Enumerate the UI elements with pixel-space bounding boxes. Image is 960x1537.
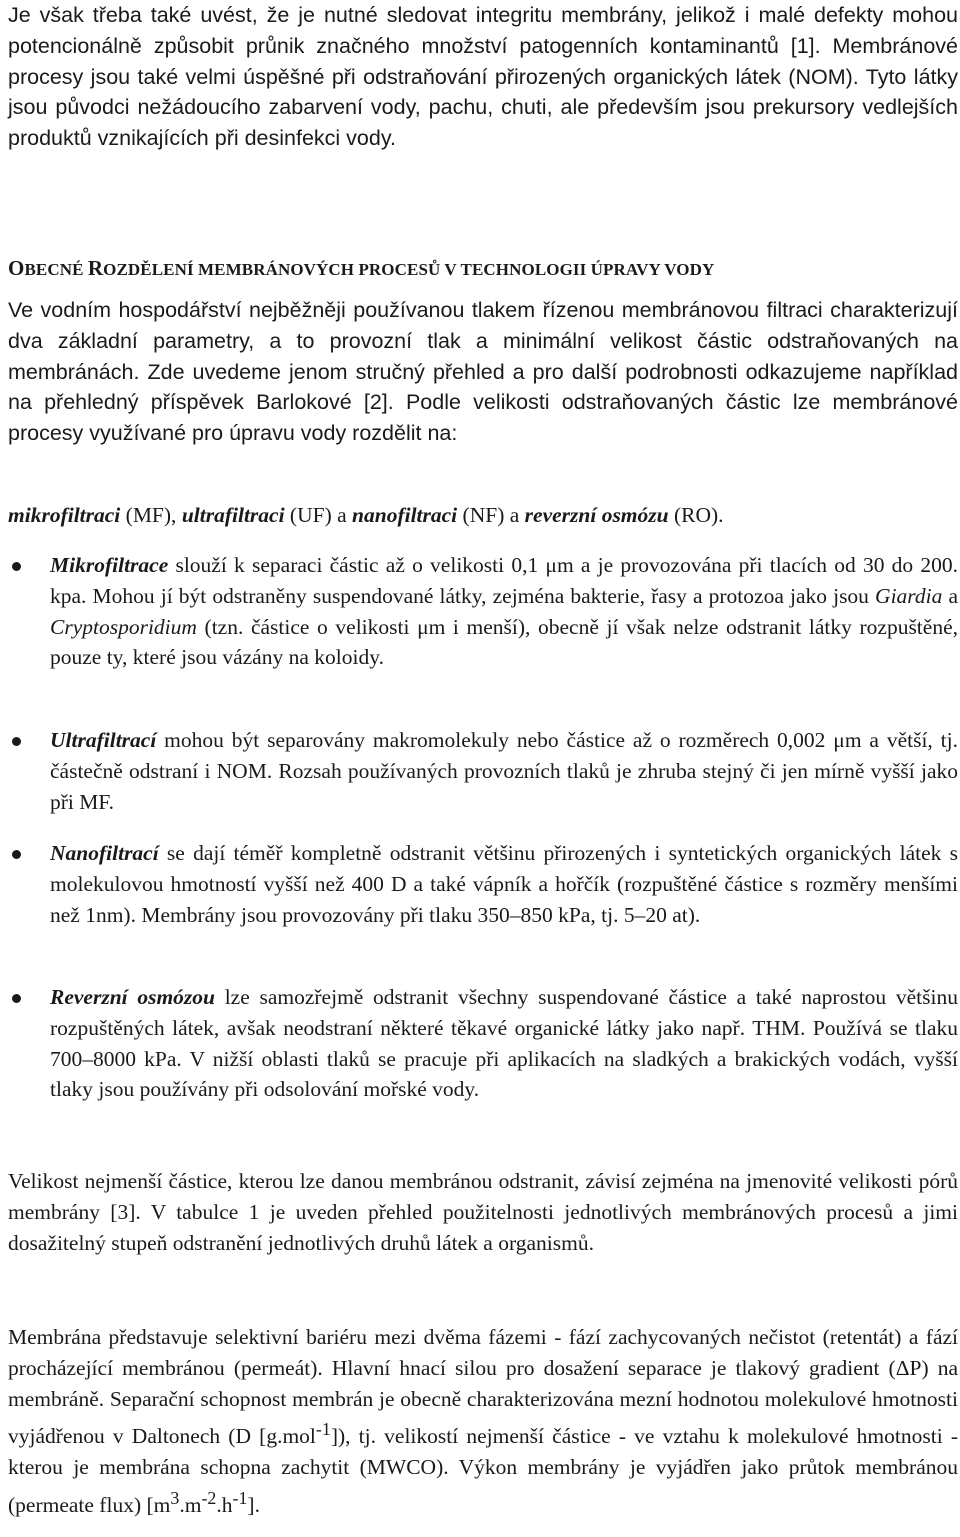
heading-cap-o: O [8, 256, 25, 280]
membrane-text-3: ]), tj. velikostí nejmenší částice - ve vztahu k molekulové hmotnosti - kterou je membrána schopna zachytit (MWCO). Výkon membrány je vyjádřen jako průtok membránou (permeate flux) [m [8, 1424, 958, 1518]
bullet-dot-icon [12, 562, 21, 571]
heading-rest: OZDĚLENÍ MEMBRÁNOVÝCH PROCESŮ V TECHNOLOGII ÚPRAVY VODY [103, 260, 715, 279]
heading-word-1: BECNÉ [24, 260, 88, 279]
bullet-term: Nanofiltrací [50, 841, 159, 865]
bullet-text [50, 982, 958, 1105]
abbr-uf: (UF) a [284, 503, 353, 527]
bullet-text [50, 838, 958, 930]
bullet-text [50, 725, 958, 817]
term-uf: ultrafiltraci [181, 503, 285, 527]
superscript-mol: -1 [315, 1419, 331, 1440]
term-mf: mikrofiltraci [8, 503, 121, 527]
membrane-definition-paragraph [8, 1322, 958, 1521]
superscript-h-1: -1 [232, 1488, 248, 1509]
bullet-body: se dají téměř kompletně odstranit většinu přirozených i syntetických organických látek s molekulovou hmotností vyšší než 400 D a také vápník a hořčík (rozpuštěné částice s rozměry menšími než 1nm). Membrány jsou provozovány při tlaku 350–850 kPa, tj. 5–20 at). [50, 841, 958, 927]
bullet-dot-icon [12, 994, 21, 1003]
bullet-body: lze samozřejmě odstranit všechny suspendované částice a také naprostou většinu rozpuštěných látek, avšak neodstraní některé těkavé organické látky jako např. THM. Používá se tlaku 700–8000 kPa. V nižší oblasti tlaků se pracuje při aplikacích na sladkých a brakických vodách, vyšší tlaky jsou používány při odsolování mořské vody. [50, 985, 958, 1102]
process-overview-paragraph [8, 295, 958, 449]
bullet-body: mohou být separovány makromolekuly nebo částice až o rozměrech 0,002 μm a větší, tj. částečně odstraní i NOM. Rozsah používaných provozních tlaků je zhruba stejný či jen mírně vyšší jako při MF. [50, 728, 958, 814]
intro-paragraph-part-2: Tyto látky jsou původci nežádoucího zabarvení vody, pachu, chuti, ale především jsou prekursory vedlejších produktů vznikajících při desinfekci vody. [8, 64, 959, 151]
intro-paragraph-part-1: Je však třeba také uvést, že je nutné sledovat integritu membrány, jelikož i malé defekty mohou potencionálně způsobit průnik značného množství patogenních kontaminantů [1]. Membránové procesy jsou také velmi úspěšné při odstraňování přirozených organických látek (NOM). [8, 3, 958, 89]
abbr-ro: (RO). [668, 503, 724, 527]
abbr-nf: (NF) a [457, 503, 525, 527]
bullet-reverse-osmosis [8, 982, 958, 1105]
organism-giardia: Giardia [875, 583, 943, 608]
delta-p-symbol: ΔP [895, 1355, 922, 1380]
membrane-text-6: ]. [247, 1493, 260, 1518]
organism-cryptosporidium: Cryptosporidium [50, 614, 197, 639]
process-list-line [8, 500, 958, 531]
bullet-term: Ultrafiltrací [50, 728, 157, 752]
bullet-body-2: (tzn. částice o velikosti μm i menší), obecně jí však nelze odstranit látky rozpuštěné, pouze ty, které jsou vázány na koloidy. [50, 614, 958, 670]
bullet-term: Reverzní osmózou [50, 985, 215, 1009]
intro-paragraph [8, 0, 958, 154]
bullet-dot-icon [12, 850, 21, 859]
membrane-text-1: Membrána představuje selektivní bariéru mezi dvěma fázemi - fází zachycovaných nečistot (retentát) a fází procházející membránou (permeát). Hlavní hnací silou pro dosažení separace je tlakový gradient ( [8, 1325, 958, 1380]
section-heading [8, 249, 958, 285]
superscript-m-2: -2 [201, 1488, 217, 1509]
membrane-text-5: .h [216, 1493, 233, 1518]
bullet-body-1: slouží k separaci částic až o velikosti 0,1 μm a je provozována při tlacích od 30 do 200. kpa. Mohou jí být odstraněny suspendované látky, zejména bakterie, řasy a protozoa jako jsou [50, 553, 958, 608]
term-ro: reverzní osmózu [524, 503, 669, 527]
term-nf: nanofiltraci [352, 503, 458, 527]
bullet-term: Mikrofiltrace [50, 553, 169, 577]
membrane-text-2: ) na membráně. Separační schopnost membrán je obecně charakterizována mezní hodnotou molekulové hmotnosti vyjádřenou v Daltonech (D [g.mol [8, 1355, 959, 1449]
process-overview-part-2: Zde uvedeme jenom stručný přehled a pro další podrobnosti odkazujeme například na přehledný příspěvek Barlokové [2]. Podle velikosti odstraňovaných částic lze membránové procesy využívané pro úpravu vody rozdělit na: [8, 359, 958, 446]
bullet-dot-icon [12, 737, 21, 746]
particle-size-paragraph: Velikost nejmenší částice, kterou lze danou membránou odstranit, závisí zejména na jmenovité velikosti pórů membrány [3]. V tabulce 1 je uveden přehled použitelnosti jednotlivých membránových procesů a jimi dosažitelný stupeň odstranění jednotlivých druhů látek a organismů. [8, 1169, 958, 1255]
membrane-text-4: .m [179, 1493, 202, 1518]
conjunction: a [942, 583, 958, 608]
bullet-text [50, 550, 958, 673]
abbr-mf: (MF), [120, 503, 182, 527]
process-overview-part-1: Ve vodním hospodářství nejběžněji používanou tlakem řízenou membránovou filtraci charakterizují dva základní parametry, a to provozní tlak a minimální velikost částic odstraňovaných na membránách. [8, 298, 958, 384]
superscript-m3: 3 [170, 1488, 180, 1509]
heading-cap-r: R [87, 256, 104, 280]
bullet-ultrafiltration [8, 725, 958, 817]
bullet-nanofiltration [8, 838, 958, 930]
bullet-microfiltration [8, 550, 958, 673]
